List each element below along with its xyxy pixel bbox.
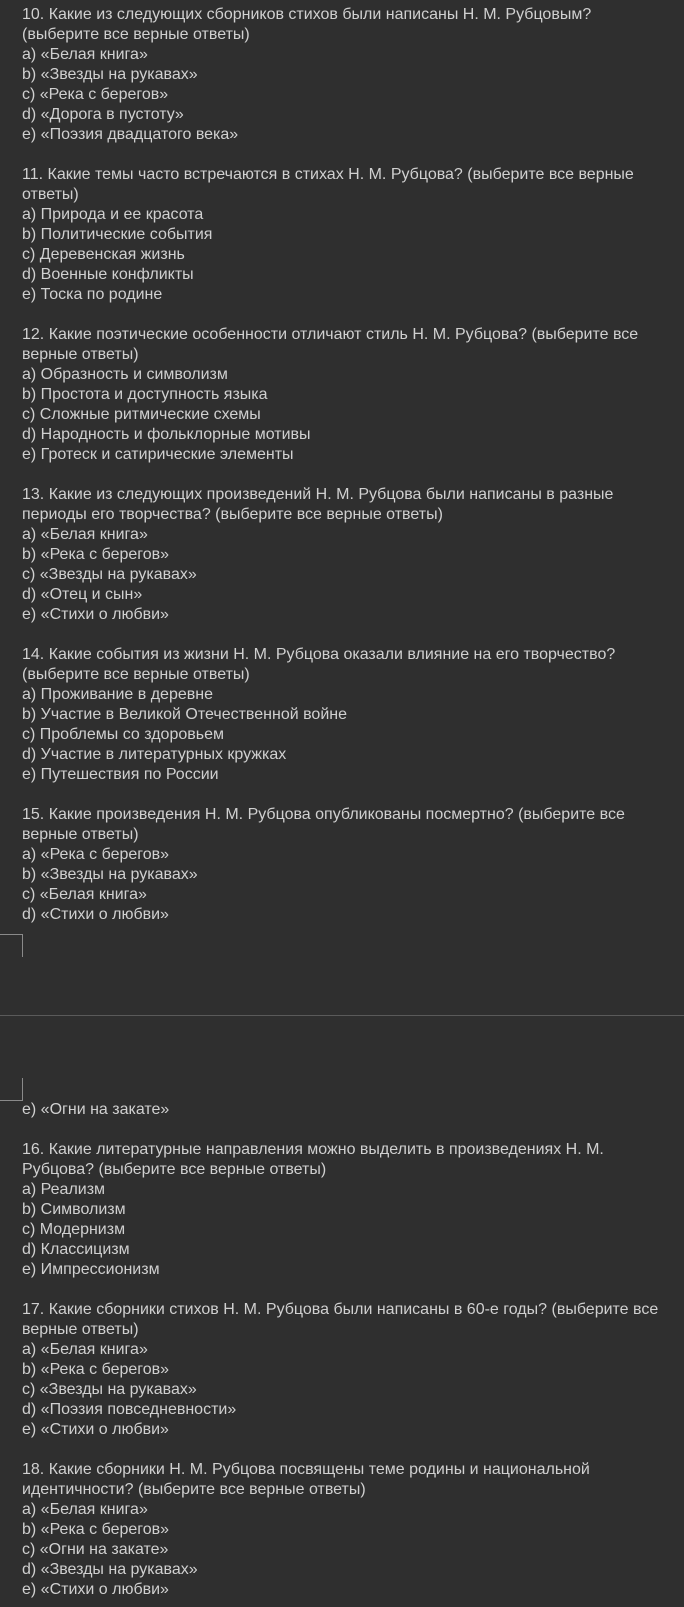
question-17 (22, 1300, 684, 1440)
answer-option: e) «Поэзия двадцатого века» (22, 126, 239, 143)
answer-option: b) Символизм (22, 1201, 126, 1218)
question-text: 18. Какие сборники Н. М. Рубцова посвящены теме родины и национальной идентичности? (выберите все верные ответы) (22, 1461, 590, 1498)
question-text: 10. Какие из следующих сборников стихов были написаны Н. М. Рубцовым? (выберите все верные ответы) (22, 6, 592, 43)
answer-option: b) Участие в Великой Отечественной войне (22, 706, 347, 723)
question-text: 15. Какие произведения Н. М. Рубцова опубликованы посмертно? (выберите все верные ответы) (22, 806, 625, 843)
answer-option: c) «Звезды на рукавах» (22, 566, 197, 583)
answer-option: d) «Стихи о любви» (22, 906, 169, 923)
question-text: 11. Какие темы часто встречаются в стихах Н. М. Рубцова? (выберите все верные ответы) (22, 166, 634, 203)
page-corner-mark (0, 934, 23, 957)
answer-option: a) Образность и символизм (22, 366, 228, 383)
answer-option: b) Политические события (22, 226, 213, 243)
answer-option: b) «Звезды на рукавах» (22, 866, 198, 883)
answer-option: a) «Белая книга» (22, 526, 148, 543)
answer-option: e) «Стихи о любви» (22, 1581, 169, 1598)
answer-option: c) «Звезды на рукавах» (22, 1381, 197, 1398)
question-10 (22, 5, 684, 145)
answer-option: b) «Река с берегов» (22, 1361, 170, 1378)
question-16 (22, 1140, 684, 1280)
question-text: 13. Какие из следующих произведений Н. М. Рубцова были написаны в разные периоды его творчества? (выберите все верные ответы) (22, 486, 614, 523)
question-12 (22, 325, 684, 465)
answer-option: d) «Отец и сын» (22, 586, 143, 603)
question-14 (22, 645, 684, 785)
answer-option: c) «Белая книга» (22, 886, 147, 903)
answer-option: e) Путешествия по России (22, 766, 219, 783)
answer-option: a) «Белая книга» (22, 46, 148, 63)
answer-option: c) «Река с берегов» (22, 86, 169, 103)
answer-option: c) Проблемы со здоровьем (22, 726, 224, 743)
answer-option: b) «Река с берегов» (22, 1521, 170, 1538)
answer-option: a) «Белая книга» (22, 1501, 148, 1518)
answer-option: e) Гротеск и сатирические элементы (22, 446, 294, 463)
answer-option: d) «Поэзия повседневности» (22, 1401, 237, 1418)
answer-option: e) «Огни на закате» (22, 1101, 170, 1118)
page-1-content (22, 5, 684, 945)
answer-option: c) «Огни на закате» (22, 1541, 169, 1558)
question-13 (22, 485, 684, 625)
document-page-2 (0, 1017, 684, 1607)
answer-option: c) Деревенская жизнь (22, 246, 185, 263)
question-text: 14. Какие события из жизни Н. М. Рубцова оказали влияние на его творчество? (выберите все верные ответы) (22, 646, 616, 683)
question-18 (22, 1460, 684, 1600)
answer-option: e) «Стихи о любви» (22, 606, 169, 623)
answer-option: d) «Звезды на рукавах» (22, 1561, 198, 1578)
answer-option: c) Сложные ритмические схемы (22, 406, 261, 423)
answer-option: b) «Река с берегов» (22, 546, 170, 563)
answer-option: b) «Звезды на рукавах» (22, 66, 198, 83)
answer-option: d) Участие в литературных кружках (22, 746, 287, 763)
answer-option: b) Простота и доступность языка (22, 386, 268, 403)
answer-option: d) Классицизм (22, 1241, 130, 1258)
page-2-content (22, 1100, 684, 1607)
answer-option: e) «Стихи о любви» (22, 1421, 169, 1438)
answer-option: e) Тоска по родине (22, 286, 163, 303)
answer-option: d) Народность и фольклорные мотивы (22, 426, 311, 443)
question-15 (22, 805, 684, 925)
question-text: 12. Какие поэтические особенности отличают стиль Н. М. Рубцова? (выберите все верные ответы) (22, 326, 639, 363)
answer-option: a) Природа и ее красота (22, 206, 204, 223)
answer-option: a) «Белая книга» (22, 1341, 148, 1358)
answer-option: d) Военные конфликты (22, 266, 194, 283)
answer-option: e) Импрессионизм (22, 1261, 160, 1278)
answer-option: a) Проживание в деревне (22, 686, 213, 703)
answer-option: d) «Дорога в пустоту» (22, 106, 184, 123)
answer-option: a) «Река с берегов» (22, 846, 170, 863)
page-break-divider (0, 1015, 684, 1016)
answer-option: a) Реализм (22, 1181, 106, 1198)
answer-option: c) Модернизм (22, 1221, 126, 1238)
question-text: 17. Какие сборники стихов Н. М. Рубцова были написаны в 60-е годы? (выберите все верные ответы) (22, 1301, 659, 1338)
question-text: 16. Какие литературные направления можно выделить в произведениях Н. М. Рубцова? (выберите все верные ответы) (22, 1141, 604, 1178)
question-11 (22, 165, 684, 305)
question-15-continuation (22, 1100, 684, 1120)
